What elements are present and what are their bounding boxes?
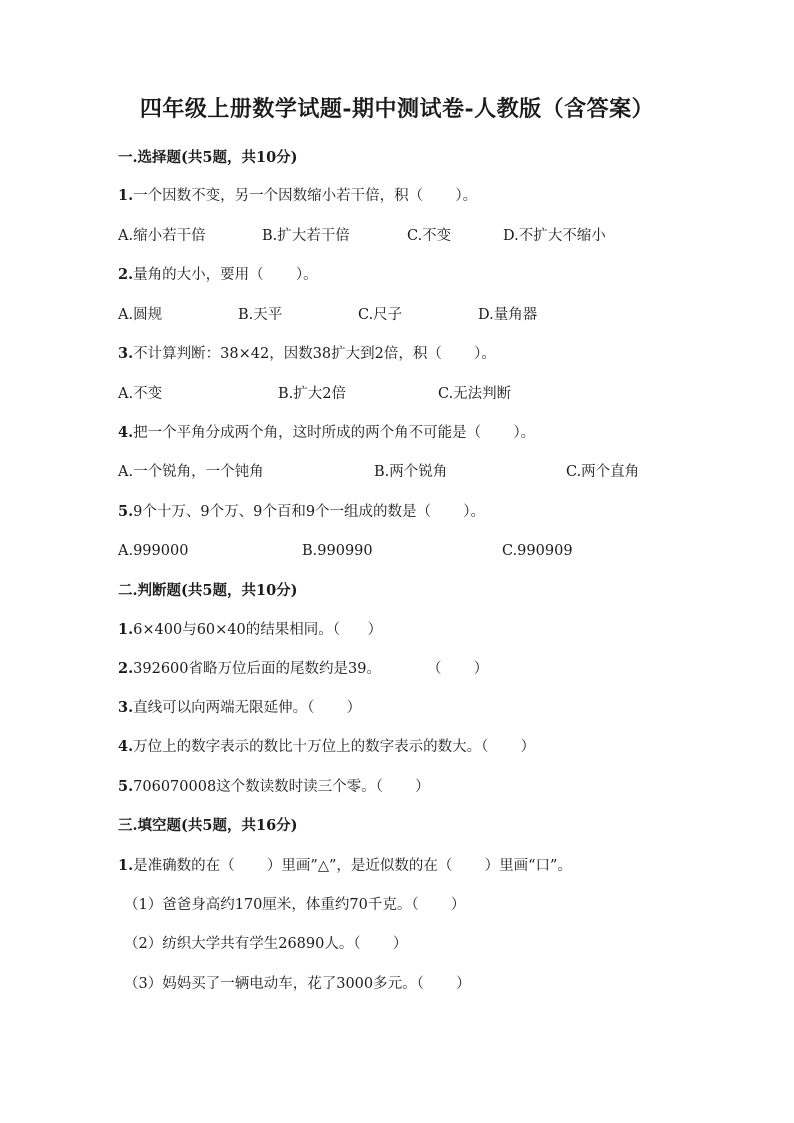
question-judge-4: [118, 737, 535, 757]
question-number: 4.: [118, 424, 134, 441]
question-number: 1.: [118, 621, 134, 638]
option-a: A.不变: [118, 386, 163, 402]
question-number: 3.: [118, 345, 134, 362]
question-text: 把一个平角分成两个角，这时所成的两个角不可能是（ ）。: [133, 425, 536, 441]
question-text: 直线可以向两端无限延伸。（ ）: [133, 700, 362, 716]
question-judge-5: [118, 777, 430, 797]
question-choice-1: [118, 186, 477, 206]
option-c: C.两个直角: [566, 464, 640, 480]
question-judge-3: [118, 698, 361, 718]
option-b: B.990990: [302, 543, 373, 559]
option-a: A.圆规: [118, 307, 163, 323]
question-number: 5.: [118, 778, 134, 795]
option-b: B.天平: [238, 307, 283, 323]
question-choice-5: [118, 502, 485, 522]
question-number: 1.: [118, 187, 134, 204]
option-c: C.990909: [502, 543, 573, 559]
question-number: 1.: [118, 857, 134, 874]
question-judge-1: [118, 620, 382, 640]
option-a: A.一个锐角，一个钝角: [118, 464, 264, 480]
option-b: B.两个锐角: [374, 464, 448, 480]
sub-question-3: （3）妈妈买了一辆电动车，花了3000多元。（ ）: [124, 976, 471, 992]
option-d: D.不扩大不缩小: [503, 228, 606, 244]
question-fill-1: [118, 856, 572, 876]
question-text: 9个十万、9个万、9个百和9个一组成的数是（ ）。: [133, 504, 486, 520]
question-text: 一个因数不变，另一个因数缩小若干倍，积（ ）。: [133, 188, 478, 204]
question-text: 不计算判断：38×42，因数38扩大到2倍，积（ ）。: [133, 346, 496, 362]
question-choice-2: [118, 265, 318, 285]
option-a: A.缩小若干倍: [118, 228, 206, 244]
question-text: 是准确数的在（ ）里画”△”，是近似数的在（ ）里画“口”。: [133, 858, 572, 874]
section-heading-fill: 三.填空题(共5题，共16分): [118, 817, 298, 834]
option-b: B.扩大2倍: [278, 386, 346, 402]
question-number: 4.: [118, 738, 134, 755]
question-choice-3: [118, 344, 496, 364]
question-choice-4: [118, 423, 535, 443]
option-b: B.扩大若干倍: [262, 228, 350, 244]
question-number: 2.: [118, 660, 134, 677]
sub-question-2: （2）纺织大学共有学生26890人。（ ）: [124, 936, 408, 952]
question-number: 3.: [118, 699, 134, 716]
question-text: 6×400与60×40的结果相同。（ ）: [133, 622, 383, 638]
section-heading-judge: 二.判断题(共5题，共10分): [118, 582, 298, 599]
section-heading-choice: 一.选择题(共5题，共10分): [118, 149, 298, 166]
question-number: 2.: [118, 266, 134, 283]
question-text: 万位上的数字表示的数比十万位上的数字表示的数大。（ ）: [133, 739, 536, 755]
option-c: C.不变: [407, 228, 452, 244]
option-c: C.无法判断: [438, 386, 512, 402]
option-c: C.尺子: [358, 307, 403, 323]
question-text: 392600省略万位后面的尾数约是39。 （ ）: [133, 661, 489, 677]
question-text: 706070008这个数读数时读三个零。（ ）: [133, 779, 430, 795]
page-title: 四年级上册数学试题-期中测试卷-人教版（含答案）: [139, 96, 655, 122]
question-number: 5.: [118, 503, 134, 520]
question-text: 量角的大小，要用（ ）。: [133, 267, 318, 283]
sub-question-1: （1）爸爸身高约170厘米，体重约70千克。（ ）: [124, 897, 466, 913]
question-judge-2: [118, 659, 488, 679]
option-d: D.量角器: [478, 307, 538, 323]
option-a: A.999000: [118, 543, 189, 559]
